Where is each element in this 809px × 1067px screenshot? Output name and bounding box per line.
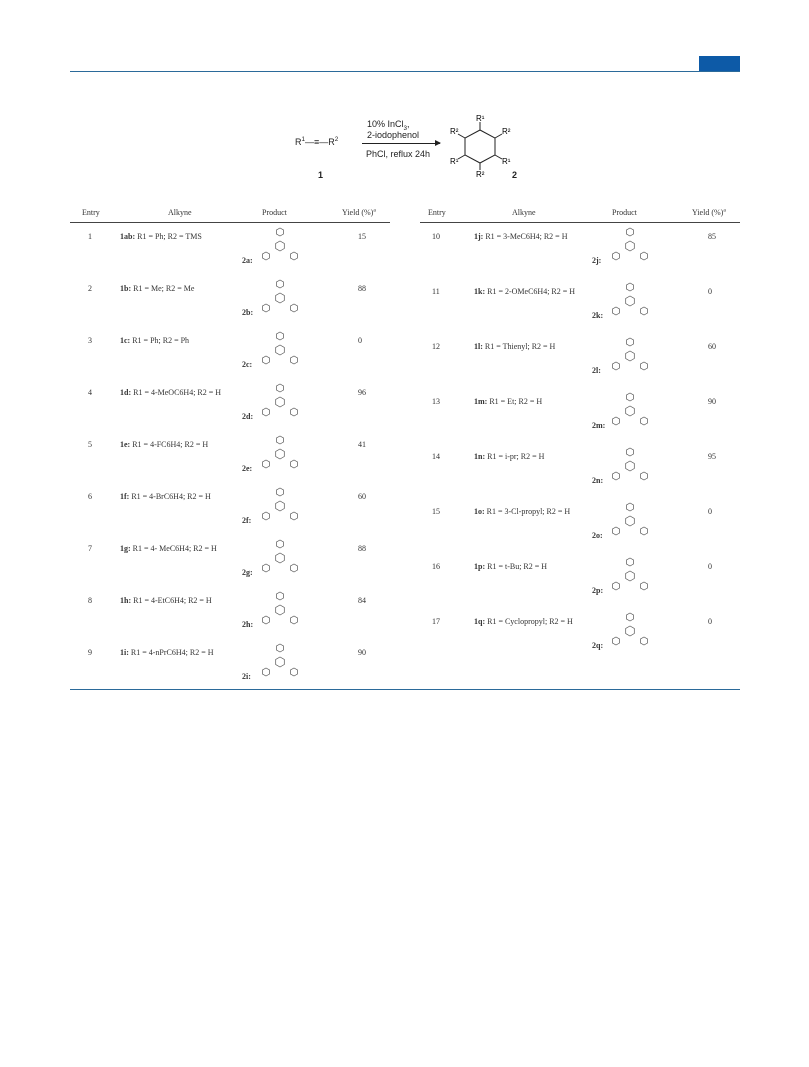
header-entry: Entry <box>428 208 446 217</box>
yield-value: 85 <box>708 232 716 241</box>
product-label: 2g: <box>242 568 253 577</box>
product-structure <box>600 499 660 539</box>
product-structure <box>600 389 660 429</box>
svg-text:R²: R² <box>476 170 485 179</box>
yield-value: 0 <box>708 287 712 296</box>
entry-number: 13 <box>432 397 440 406</box>
yield-value: 0 <box>708 617 712 626</box>
product-label: 2k: <box>592 311 604 320</box>
product-structure <box>250 640 310 680</box>
alkyne-label: 1i: <box>120 648 129 657</box>
product-benzene-structure <box>450 110 530 185</box>
svg-text:R¹: R¹ <box>502 157 511 166</box>
table-row <box>70 544 390 596</box>
alkyne-label: 1d: <box>120 388 132 397</box>
product-label: 2m: <box>592 421 606 430</box>
alkyne-substituents: R1 = 2-OMeC6H4; R2 = H <box>485 287 576 296</box>
alkyne-cell <box>120 648 213 657</box>
entry-number: 9 <box>88 648 92 657</box>
alkyne-substituents: R1 = 4-FC6H4; R2 = H <box>130 440 209 449</box>
product-label: 2n: <box>592 476 604 485</box>
entry-number: 3 <box>88 336 92 345</box>
table-row <box>70 284 390 336</box>
alkyne-label: 1l: <box>474 342 483 351</box>
product-structure <box>250 224 310 264</box>
product-label: 2i: <box>242 672 251 681</box>
product-structure <box>250 276 310 316</box>
svg-text:R¹: R¹ <box>450 157 459 166</box>
alkyne-substituents: R1 = t-Bu; R2 = H <box>485 562 548 571</box>
alkyne-substituents: R1 = 3-MeC6H4; R2 = H <box>483 232 568 241</box>
alkyne-substituents: R1 = Cyclopropyl; R2 = H <box>485 617 573 626</box>
product-structure <box>600 444 660 484</box>
entry-number: 10 <box>432 232 440 241</box>
condition-catalyst: 10% InCl$_3$, <box>367 119 410 132</box>
product-label: 2b: <box>242 308 254 317</box>
yield-value: 90 <box>358 648 366 657</box>
alkyne-substituents: R1 = 4- MeC6H4; R2 = H <box>130 544 217 553</box>
condition-additive: 2-iodophenol <box>367 130 420 140</box>
alkyne-substituents: R1 = Ph; R2 = Ph <box>130 336 190 345</box>
alkyne-cell <box>474 507 570 516</box>
header-product: Product <box>262 208 287 217</box>
condition-solvent: PhCl, reflux 24h <box>366 149 431 159</box>
header-rule <box>70 71 740 72</box>
alkyne-label: 1b: <box>120 284 132 293</box>
alkyne-cell <box>120 284 194 293</box>
entry-number: 11 <box>432 287 440 296</box>
product-structure <box>600 279 660 319</box>
entry-number: 17 <box>432 617 440 626</box>
yield-value: 96 <box>358 388 366 397</box>
alkyne-substituents: R1 = 3-Cl-propyl; R2 = H <box>484 507 571 516</box>
alkyne-cell <box>120 544 217 553</box>
entry-number: 1 <box>88 232 92 241</box>
yield-value: 88 <box>358 284 366 293</box>
alkyne-label: 1c: <box>120 336 131 345</box>
yield-value: 0 <box>358 336 362 345</box>
table-row <box>70 232 390 284</box>
product-structure <box>250 484 310 524</box>
alkyne-substituents: R1 = Ph; R2 = TMS <box>135 232 202 241</box>
table-row <box>420 617 740 672</box>
alkyne-cell <box>120 232 202 241</box>
table-right <box>420 200 740 660</box>
alkyne-substituents: R1 = 4-MeOC6H4; R2 = H <box>131 388 222 397</box>
product-structure <box>250 536 310 576</box>
alkyne-substituents: R1 = 4-BrC6H4; R2 = H <box>129 492 211 501</box>
alkyne-substituents: R1 = Thienyl; R2 = H <box>482 342 556 351</box>
product-label: 2p: <box>592 586 604 595</box>
alkyne-label: 1j: <box>474 232 484 241</box>
product-structure <box>250 380 310 420</box>
yield-value: 88 <box>358 544 366 553</box>
product-structure <box>250 432 310 472</box>
alkyne-label: 1n: <box>474 452 486 461</box>
alkyne-label: 1h: <box>120 596 132 605</box>
table-left <box>70 200 390 681</box>
table-row <box>420 452 740 507</box>
alkyne-cell <box>120 388 221 397</box>
entry-number: 16 <box>432 562 440 571</box>
product-structure <box>600 224 660 264</box>
alkyne-cell <box>474 562 547 571</box>
product-structure <box>250 588 310 628</box>
yield-value: 84 <box>358 596 366 605</box>
yield-value: 95 <box>708 452 716 461</box>
product-label: 2o: <box>592 531 603 540</box>
alkyne-label: 1ab: <box>120 232 136 241</box>
table-row <box>420 287 740 342</box>
table-row <box>70 336 390 388</box>
header-yield: Yield (%)$^a$ <box>342 207 376 217</box>
yield-value: 0 <box>708 562 712 571</box>
alkyne-substituents: R1 = Et; R2 = H <box>487 397 543 406</box>
header-yield: Yield (%)$^a$ <box>692 207 726 217</box>
yield-value: 15 <box>358 232 366 241</box>
alkyne-label: 1q: <box>474 617 486 626</box>
alkyne-cell <box>474 617 573 626</box>
product-structure <box>250 328 310 368</box>
entry-number: 12 <box>432 342 440 351</box>
product-label: 2h: <box>242 620 254 629</box>
product-label: 2e: <box>242 464 253 473</box>
reaction-arrow <box>362 143 440 144</box>
product-label: 2q: <box>592 641 604 650</box>
alkyne-cell <box>474 232 567 241</box>
table-row <box>420 397 740 452</box>
svg-text:R¹: R¹ <box>476 114 485 123</box>
alkyne-cell <box>120 492 211 501</box>
table-row <box>70 492 390 544</box>
alkyne-substituents: R1 = Me; R2 = Me <box>131 284 195 293</box>
table-row <box>420 507 740 562</box>
entry-number: 7 <box>88 544 92 553</box>
table-header <box>70 200 390 223</box>
alkyne-label: 1p: <box>474 562 486 571</box>
alkyne-label: 1o: <box>474 507 485 516</box>
product-label: 2j: <box>592 256 602 265</box>
product-label: 2d: <box>242 412 254 421</box>
footer-rule <box>70 689 740 690</box>
product-structure <box>600 554 660 594</box>
product-structure <box>600 334 660 374</box>
entry-number: 8 <box>88 596 92 605</box>
alkyne-label: 1f: <box>120 492 130 501</box>
alkyne-cell <box>120 336 189 345</box>
reaction-scheme <box>280 110 540 190</box>
entry-number: 4 <box>88 388 92 397</box>
alkyne-cell <box>120 440 208 449</box>
header-entry: Entry <box>82 208 100 217</box>
journal-color-tab <box>699 56 740 71</box>
svg-text:R²: R² <box>450 127 459 136</box>
product-label: 2c: <box>242 360 253 369</box>
alkyne-substituents: R1 = 4-nPrC6H4; R2 = H <box>128 648 214 657</box>
alkyne-label: 1m: <box>474 397 488 406</box>
entry-number: 2 <box>88 284 92 293</box>
header-alkyne: Alkyne <box>168 208 192 217</box>
product-label: 2a: <box>242 256 253 265</box>
alkyne-cell <box>474 452 544 461</box>
table-row <box>70 388 390 440</box>
yield-value: 60 <box>358 492 366 501</box>
entry-number: 5 <box>88 440 92 449</box>
alkyne-substituents: R1 = 4-EtC6H4; R2 = H <box>131 596 212 605</box>
reactant-formula: $R^1—\equiv—R^2$ <box>295 136 339 147</box>
table-row <box>70 648 390 700</box>
table-row <box>420 562 740 617</box>
reactant-label: 1 <box>318 170 324 180</box>
table-row <box>70 596 390 648</box>
yield-value: 90 <box>708 397 716 406</box>
table-row <box>70 440 390 492</box>
alkyne-cell <box>474 342 555 351</box>
yield-value: 0 <box>708 507 712 516</box>
alkyne-cell <box>474 397 542 406</box>
table-row <box>420 342 740 397</box>
yield-value: 60 <box>708 342 716 351</box>
entry-number: 6 <box>88 492 92 501</box>
alkyne-label: 1g: <box>120 544 131 553</box>
alkyne-substituents: R1 = i-pr; R2 = H <box>485 452 545 461</box>
alkyne-label: 1k: <box>474 287 486 296</box>
product-label: 2 <box>512 170 518 180</box>
entry-number: 15 <box>432 507 440 516</box>
arrow-head <box>435 140 441 146</box>
header-product: Product <box>612 208 637 217</box>
alkyne-label: 1e: <box>120 440 131 449</box>
table-row <box>420 232 740 287</box>
yield-value: 41 <box>358 440 366 449</box>
alkyne-cell <box>474 287 575 296</box>
product-label: 2f: <box>242 516 252 525</box>
table-header <box>420 200 740 223</box>
entry-number: 14 <box>432 452 440 461</box>
header-alkyne: Alkyne <box>512 208 536 217</box>
product-label: 2l: <box>592 366 601 375</box>
product-structure <box>600 609 660 649</box>
alkyne-cell <box>120 596 212 605</box>
svg-text:R²: R² <box>502 127 511 136</box>
